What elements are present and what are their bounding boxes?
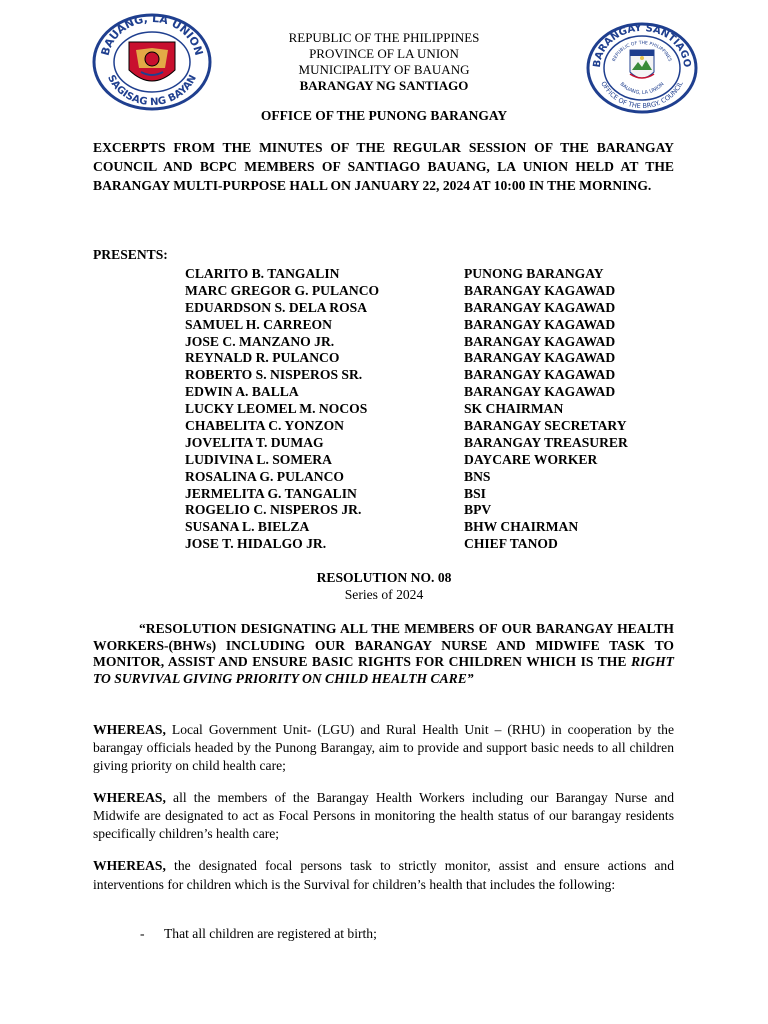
attendee-position: BARANGAY KAGAWAD xyxy=(464,367,616,383)
resolution-title-emphasis: RIGHT TO SURVIVAL GIVING PRIORITY ON CHILD HEALTH CARE” xyxy=(93,654,674,686)
attendee-position: BHW CHAIRMAN xyxy=(464,519,579,535)
attendee-position: CHIEF TANOD xyxy=(464,536,558,552)
attendee-position: BARANGAY KAGAWAD xyxy=(464,299,616,315)
attendee-row xyxy=(185,367,685,384)
attendance-list xyxy=(185,266,685,553)
whereas-lead: WHEREAS, xyxy=(93,790,166,805)
right-seal-inner-top-text: REPUBLIC OF THE PHILIPPINES xyxy=(612,40,672,63)
attendee-name: MARC GREGOR G. PULANCO xyxy=(185,282,380,298)
bauang-seal-logo xyxy=(91,12,213,112)
attendee-row xyxy=(185,300,685,317)
attendee-row xyxy=(185,502,685,519)
right-seal-top-text: BARANGAY SANTIAGO xyxy=(591,22,693,69)
attendee-name: EDWIN A. BALLA xyxy=(185,384,299,400)
attendee-row xyxy=(185,384,685,401)
attendee-row xyxy=(185,317,685,334)
resolution-title xyxy=(93,621,674,687)
list-item xyxy=(140,926,377,942)
attendee-row xyxy=(185,519,685,536)
whereas-clause xyxy=(93,721,674,774)
attendee-position: BARANGAY KAGAWAD xyxy=(464,384,616,400)
presents-label: PRESENTS: xyxy=(93,247,168,262)
attendee-row xyxy=(185,536,685,553)
attendee-row xyxy=(185,401,685,418)
attendee-row xyxy=(185,452,685,469)
attendee-name: JOSE C. MANZANO JR. xyxy=(185,333,335,349)
attendee-name: ROSALINA G. PULANCO xyxy=(185,468,344,484)
excerpt-paragraph: EXCERPTS FROM THE MINUTES OF THE REGULAR SESSION OF THE BARANGAY COUNCIL AND BCPC MEMBERS OF SANTIAGO BAUANG, LA UNION HELD AT THE BARANGAY MULTI-PURPOSE HALL ON JANUARY 22, 2024 AT 10:00 IN THE MORNING. xyxy=(93,140,674,193)
attendee-position: BARANGAY SECRETARY xyxy=(464,418,627,434)
header-barangay: BARANGAY NG SANTIAGO xyxy=(299,78,469,93)
attendee-position: BARANGAY KAGAWAD xyxy=(464,350,616,366)
attendee-position: BARANGAY KAGAWAD xyxy=(464,333,616,349)
attendee-name: SUSANA L. BIELZA xyxy=(185,519,310,535)
attendee-row xyxy=(185,334,685,351)
bullet-text: That all children are registered at birth; xyxy=(164,926,377,941)
attendee-row xyxy=(185,486,685,503)
attendee-row xyxy=(185,418,685,435)
whereas-text: all the members of the Barangay Health Workers including our Barangay Nurse and Midwife are designated to act as Focal Persons in monitoring the health status of our barangay residents specifically children’s health care; xyxy=(93,790,674,841)
resolution-title-text: “RESOLUTION DESIGNATING ALL THE MEMBERS OF OUR BARANGAY HEALTH WORKERS-(BHWs) INCLUDING OUR BARANGAY NURSE AND MIDWIFE TASK TO MONITOR, ASSIST AND ENSURE BASIC RIGHTS FOR CHILDREN WHICH IS THE xyxy=(93,621,674,670)
attendee-name: LUCKY LEOMEL M. NOCOS xyxy=(185,401,368,417)
attendee-position: BARANGAY KAGAWAD xyxy=(464,316,616,332)
attendee-row xyxy=(185,350,685,367)
barangay-santiago-seal-logo xyxy=(586,22,698,114)
attendee-position: SK CHAIRMAN xyxy=(464,401,564,417)
left-seal-top-text: BAUANG, LA UNION xyxy=(98,12,206,58)
attendee-row xyxy=(185,283,685,300)
attendee-position: BARANGAY KAGAWAD xyxy=(464,282,616,298)
whereas-clause xyxy=(93,789,674,842)
attendee-row xyxy=(185,266,685,283)
header-municipality: MUNICIPALITY OF BAUANG xyxy=(298,62,470,77)
right-seal-bottom-text: OFFICE OF THE BRGY. COUNCIL xyxy=(599,80,685,111)
attendee-position: BARANGAY TREASURER xyxy=(464,434,628,450)
attendee-position: BSI xyxy=(464,485,486,501)
right-seal-inner-bottom-text: BAUANG, LA UNION xyxy=(618,81,666,97)
attendee-name: EDUARDSON S. DELA ROSA xyxy=(185,299,368,315)
attendee-position: BPV xyxy=(464,502,492,518)
attendee-name: JOSE T. HIDALGO JR. xyxy=(185,536,327,552)
attendee-position: BNS xyxy=(464,468,491,484)
attendee-name: ROBERTO S. NISPEROS SR. xyxy=(185,367,363,383)
attendee-name: REYNALD R. PULANCO xyxy=(185,350,340,366)
attendee-name: JOVELITA T. DUMAG xyxy=(185,434,324,450)
attendee-position: DAYCARE WORKER xyxy=(464,451,598,467)
attendee-row xyxy=(185,435,685,452)
attendee-name: SAMUEL H. CARREON xyxy=(185,316,332,332)
whereas-clause xyxy=(93,856,674,895)
attendee-name: LUDIVINA L. SOMERA xyxy=(185,451,332,467)
whereas-lead: WHEREAS, xyxy=(93,858,166,873)
attendee-name: CHABELITA C. YONZON xyxy=(185,418,344,434)
attendee-name: CLARITO B. TANGALIN xyxy=(185,266,340,281)
bullet-dash: - xyxy=(140,926,145,941)
resolution-number: RESOLUTION NO. 08 xyxy=(316,570,452,585)
whereas-text: the designated focal persons task to strictly monitor, assist and ensure actions and interventions for children which is the Survival for children’s health that includes the following: xyxy=(93,858,674,893)
left-seal-bottom-text: SAGISAG NG BAYAN xyxy=(105,73,199,109)
header-province: PROVINCE OF LA UNION xyxy=(309,46,459,61)
whereas-text: Local Government Unit- (LGU) and Rural Health Unit – (RHU) in cooperation by the barangay officials headed by the Punong Barangay, aim to provide and support basic needs to all children giving priority on child health care; xyxy=(93,722,674,773)
attendee-row xyxy=(185,469,685,486)
office-title: OFFICE OF THE PUNONG BARANGAY xyxy=(260,108,508,123)
attendee-name: ROGELIO C. NISPEROS JR. xyxy=(185,502,362,518)
attendee-position: PUNONG BARANGAY xyxy=(464,266,604,281)
header-republic: REPUBLIC OF THE PHILIPPINES xyxy=(288,30,480,45)
resolution-series: Series of 2024 xyxy=(344,587,424,602)
whereas-lead: WHEREAS, xyxy=(93,722,166,737)
attendee-name: JERMELITA G. TANGALIN xyxy=(185,485,357,501)
